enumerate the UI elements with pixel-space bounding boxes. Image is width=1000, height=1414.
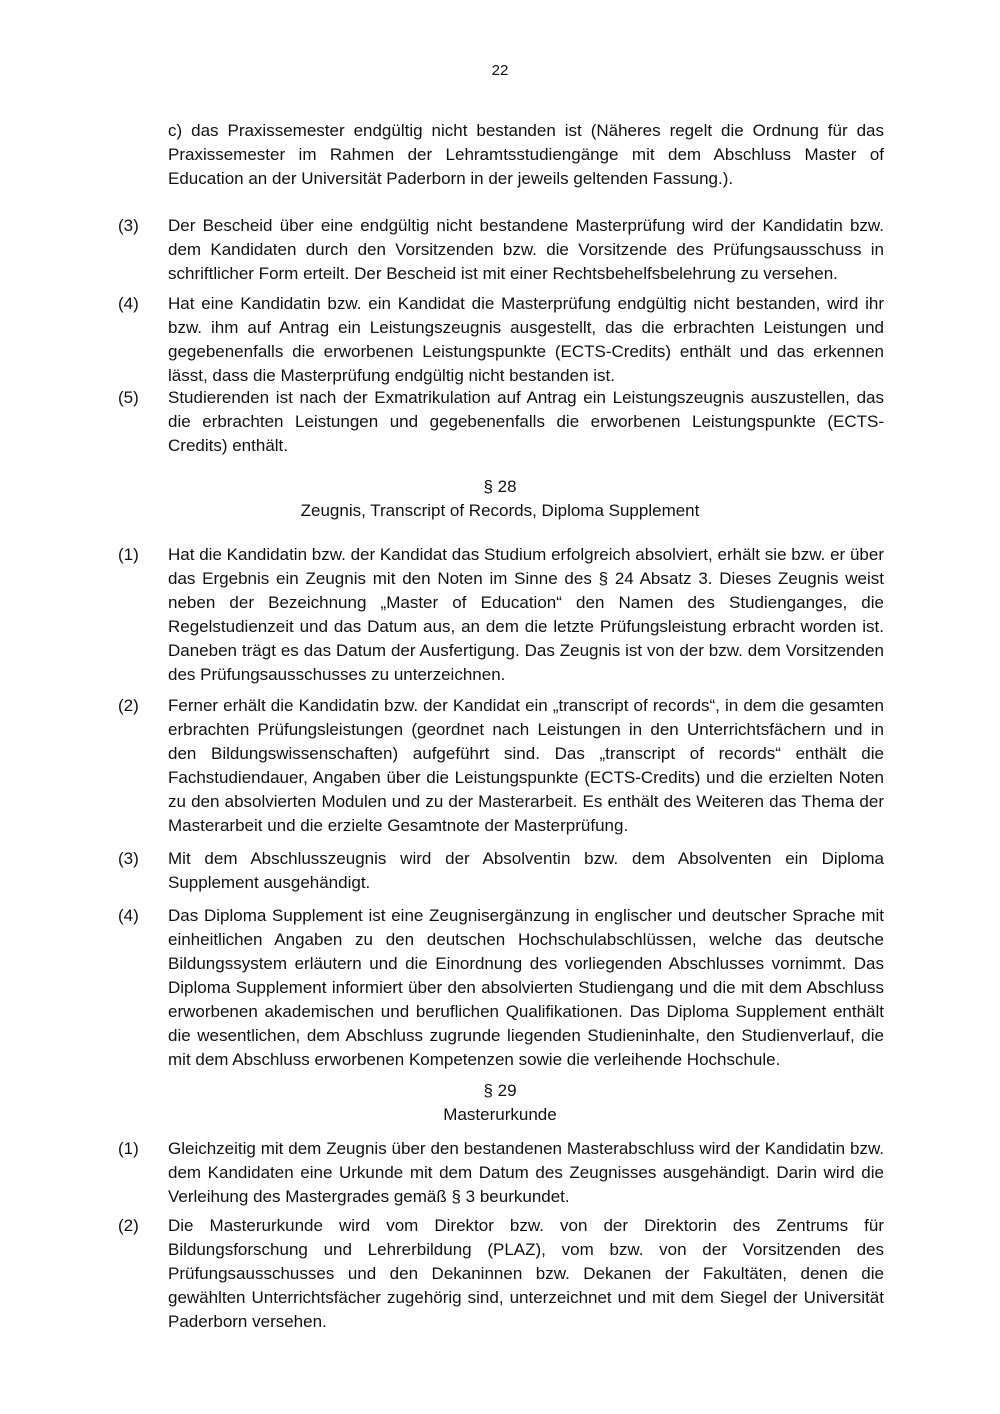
- paragraph-number: (3): [118, 849, 139, 868]
- paragraph-number: (3): [118, 216, 139, 235]
- paragraph-text: Hat eine Kandidatin bzw. ein Kandidat die Masterprüfung endgültig nicht bestanden, wird ihr bzw. ihm auf Antrag ein Leistungszeugnis ausgestellt, das die erbrachten Leistungen und gegebenenfalls die erworbenen Leistungspunkte (ECTS-Credits) enthält und das erkennen lässt, dass die Masterprüfung endgültig nicht bestanden ist.: [168, 294, 884, 385]
- paragraph-number: (1): [118, 1139, 139, 1158]
- paragraph-text: Ferner erhält die Kandidatin bzw. der Kandidat ein „transcript of records“, in dem die gesamten erbrachten Prüfungsleistungen (geordnet nach Leistungen in den Unterrichtsfächern und in den Bildungswissenschaften) aufgeführt sind. Das „transcript of records“ enthält die Fachstudiendauer, Angaben über die Leistungspunkte (ECTS-Credits) und die erzielten Noten zu den absolvierten Modulen und zu der Masterarbeit. Es enthält des Weiteren das Thema der Masterarbeit und die erzielte Gesamtnote der Masterprüfung.: [168, 696, 884, 835]
- paragraph-number: (2): [118, 696, 139, 715]
- paragraph-text: Der Bescheid über eine endgültig nicht bestandene Masterprüfung wird der Kandidatin bzw. dem Kandidaten durch den Vorsitzenden bzw. die Vorsitzende des Prüfungsausschuss in schriftlicher Form erteilt. Der Bescheid ist mit einer Rechtsbehelfsbelehrung zu versehen.: [168, 216, 884, 283]
- page-number: 22: [491, 62, 509, 79]
- paragraph-number: (2): [118, 1216, 139, 1235]
- paragraph-text: Die Masterurkunde wird vom Direktor bzw. von der Direktorin des Zentrums für Bildungsforschung und Lehrerbildung (PLAZ), vom bzw. von der Vorsitzenden des Prüfungsausschusses und den Dekaninnen bzw. Dekanen der Fakultäten, denen die gewählten Unterrichtsfächer zugehörig sind, unterzeichnet und mit dem Siegel der Universität Paderborn versehen.: [168, 1216, 884, 1331]
- paragraph-text: Gleichzeitig mit dem Zeugnis über den bestandenen Masterabschluss wird der Kandidatin bzw. dem Kandidaten eine Urkunde mit dem Datum des Zeugnisses ausgehändigt. Darin wird die Verleihung des Mastergrades gemäß § 3 beurkundet.: [168, 1139, 884, 1206]
- section-title: Zeugnis, Transcript of Records, Diploma Supplement: [300, 501, 700, 520]
- section-title: Masterurkunde: [443, 1105, 557, 1124]
- intro-item-text: c) das Praxissemester endgültig nicht bestanden ist (Näheres regelt die Ordnung für das Praxissemester im Rahmen der Lehramtsstudiengänge mit dem Abschluss Master of Education an der Universität Paderborn in der jeweils geltenden Fassung.).: [168, 121, 884, 188]
- paragraph-number: (5): [118, 388, 139, 407]
- paragraph-text: Hat die Kandidatin bzw. der Kandidat das Studium erfolgreich absolviert, erhält sie bzw. er über das Ergebnis ein Zeugnis mit den Noten im Sinne des § 24 Absatz 3. Dieses Zeugnis weist neben der Bezeichnung „Master of Education“ den Namen des Studienganges, die Regelstudienzeit und das Datum aus, an dem die letzte Prüfungsleistung erbracht worden ist. Daneben trägt es das Datum der Ausfertigung. Das Zeugnis ist von der bzw. dem Vorsitzenden des Prüfungsausschusses zu unterzeichnen.: [168, 545, 884, 684]
- paragraph-number: (4): [118, 294, 139, 313]
- paragraph-text: Mit dem Abschlusszeugnis wird der Absolventin bzw. dem Absolventen ein Diploma Supplement ausgehändigt.: [168, 849, 884, 892]
- section-symbol: § 28: [483, 477, 517, 496]
- paragraph-number: (4): [118, 906, 139, 925]
- paragraph-text: Das Diploma Supplement ist eine Zeugnisergänzung in englischer und deutscher Sprache mit einheitlichen Angaben zu den deutschen Hochschulabschlüssen, welche das deutsche Bildungssystem erläutern und die Einordnung des vorliegenden Abschlusses vornimmt. Das Diploma Supplement informiert über den absolvierten Studiengang und die mit dem Abschluss erworbenen akademischen und beruflichen Qualifikationen. Das Diploma Supplement enthält die wesentlichen, dem Abschluss zugrunde liegenden Studieninhalte, den Studienverlauf, die mit dem Abschluss erworbenen Kompetenzen sowie die verleihende Hochschule.: [168, 906, 884, 1069]
- section-28-heading: [0, 475, 1000, 523]
- paragraph-number: (1): [118, 545, 139, 564]
- section-29-heading: [0, 1079, 1000, 1127]
- paragraph-text: Studierenden ist nach der Exmatrikulation auf Antrag ein Leistungszeugnis auszustellen, das die erbrachten Leistungen und gegebenenfalls die erworbenen Leistungspunkte (ECTS-Credits) enthält.: [168, 388, 884, 455]
- section-symbol: § 29: [483, 1081, 517, 1100]
